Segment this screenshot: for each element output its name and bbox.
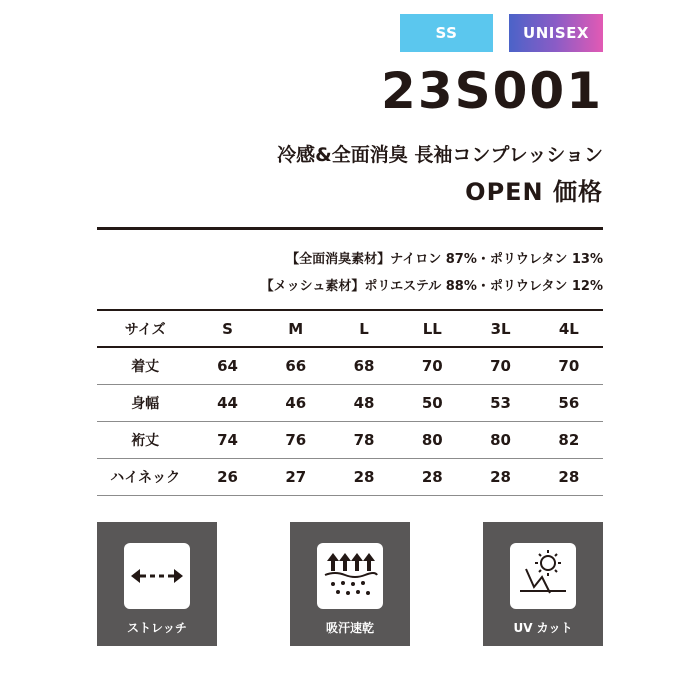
table-cell: 44 (217, 393, 238, 412)
product-name: 冷感&全面消臭 長袖コンプレッション (277, 144, 603, 166)
feature-sweat (290, 522, 410, 646)
table-row (97, 384, 603, 421)
table-cell: 64 (217, 356, 238, 375)
feature-label: 吸汗速乾 (325, 621, 374, 635)
size-header-cell: M (288, 319, 304, 338)
table-cell: 28 (421, 467, 443, 486)
table-cell: 74 (217, 430, 238, 449)
table-cell: 46 (285, 393, 307, 412)
size-header-cell: S (222, 319, 233, 338)
row-label: 裄丈 (131, 432, 160, 449)
size-header-cell: 3L (490, 319, 511, 338)
table-cell: 76 (285, 430, 307, 449)
size-table (97, 309, 603, 496)
material-line-mesh: 【メッシュ素材】ポリエステル 88%・ポリウレタン 12% (260, 279, 603, 294)
feature-uv (483, 522, 603, 646)
table-row (97, 421, 603, 458)
table-cell: 28 (353, 467, 375, 486)
table-cell: 28 (558, 467, 580, 486)
table-cell: 50 (421, 393, 443, 412)
table-cell: 53 (490, 393, 511, 412)
table-cell: 70 (490, 356, 511, 375)
material-line-main: 【全面消臭素材】ナイロン 87%・ポリウレタン 13% (286, 252, 603, 267)
sweat-absorb-icon (317, 543, 383, 609)
table-cell: 56 (558, 393, 580, 412)
table-cell: 26 (217, 467, 238, 486)
header-divider (97, 227, 603, 230)
size-header-cell: 4L (558, 319, 579, 338)
table-cell: 70 (558, 356, 580, 375)
price-label: OPEN 価格 (465, 178, 603, 206)
table-cell: 27 (285, 467, 307, 486)
table-cell: 70 (421, 356, 443, 375)
size-header-label: サイズ (124, 321, 166, 338)
stretch-arrows-icon (124, 543, 190, 609)
table-cell: 28 (490, 467, 511, 486)
table-cell: 68 (353, 356, 375, 375)
table-cell: 78 (353, 430, 375, 449)
table-row (97, 458, 603, 495)
size-category-badge: SS (400, 14, 493, 52)
product-code: 23S001 (381, 62, 603, 120)
table-cell: 48 (353, 393, 375, 412)
size-header-cell: L (359, 319, 369, 338)
row-label: ハイネック (110, 469, 181, 486)
table-cell: 66 (285, 356, 307, 375)
row-label: 身幅 (131, 395, 160, 412)
feature-label: ストレッチ (127, 621, 187, 635)
feature-label: UV カット (513, 621, 573, 635)
table-cell: 82 (558, 430, 580, 449)
unisex-badge: UNISEX (509, 14, 603, 52)
table-cell: 80 (421, 430, 443, 449)
size-header-cell: LL (422, 319, 442, 338)
table-cell: 80 (490, 430, 511, 449)
table-row (97, 347, 603, 384)
uv-cut-icon (510, 543, 576, 609)
row-label: 着丈 (131, 358, 160, 375)
feature-stretch (97, 522, 217, 646)
size-table-header (97, 310, 603, 347)
